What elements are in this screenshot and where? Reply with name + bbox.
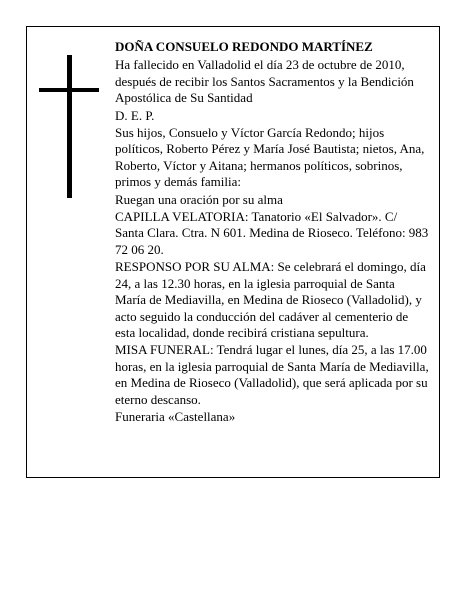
funeral-home: Funeraria «Castellana» [115, 408, 236, 424]
prayer-request: Ruegan una oración por su alma [115, 191, 283, 207]
responso-info: RESPONSO POR SU ALMA: Se celebrará el domingo, día 24, a las 12.30 horas, en la iglesia parroquial de Santa María de Mediavilla, en Medina de Rioseco (Valladolid), y acto seguido la conducción del cadáver al cementerio de esta localidad, donde recibirá cristiana sepultura. [115, 259, 426, 340]
death-announcement: Ha fallecido en Valladolid el día 23 de octubre de 2010, después de recibir los Santos Sacramentos y la Bendición Apostólica de Su Santidad [115, 57, 414, 106]
cross-vertical-bar [67, 55, 72, 198]
funeral-chapel-info: CAPILLA VELATORIA: Tanatorio «El Salvador». C/ Santa Clara. Ctra. N 601. Medina de Rioseco. Teléfono: 983 72 06 20. [115, 209, 429, 257]
rest-in-peace: D. E. P. [115, 107, 155, 123]
deceased-name: DOÑA CONSUELO REDONDO MARTÍNEZ [115, 39, 373, 54]
family-members: Sus hijos, Consuelo y Víctor García Redondo; hijos políticos, Roberto Pérez y María José Bautista; nietos, Ana, Roberto, Víctor y Aitana; hermanos políticos, sobrinos, primos y demás familia: [115, 125, 425, 190]
cross-horizontal-bar [39, 88, 99, 92]
funeral-mass-info: MISA FUNERAL: Tendrá lugar el lunes, día 25, a las 17.00 horas, en la iglesia parroquial de Santa María de Mediavilla, en Medina de Rioseco (Valladolid), que será aplicada por su eterno descanso. [115, 342, 429, 407]
obituary-notice [26, 26, 440, 478]
notice-text [115, 39, 429, 426]
